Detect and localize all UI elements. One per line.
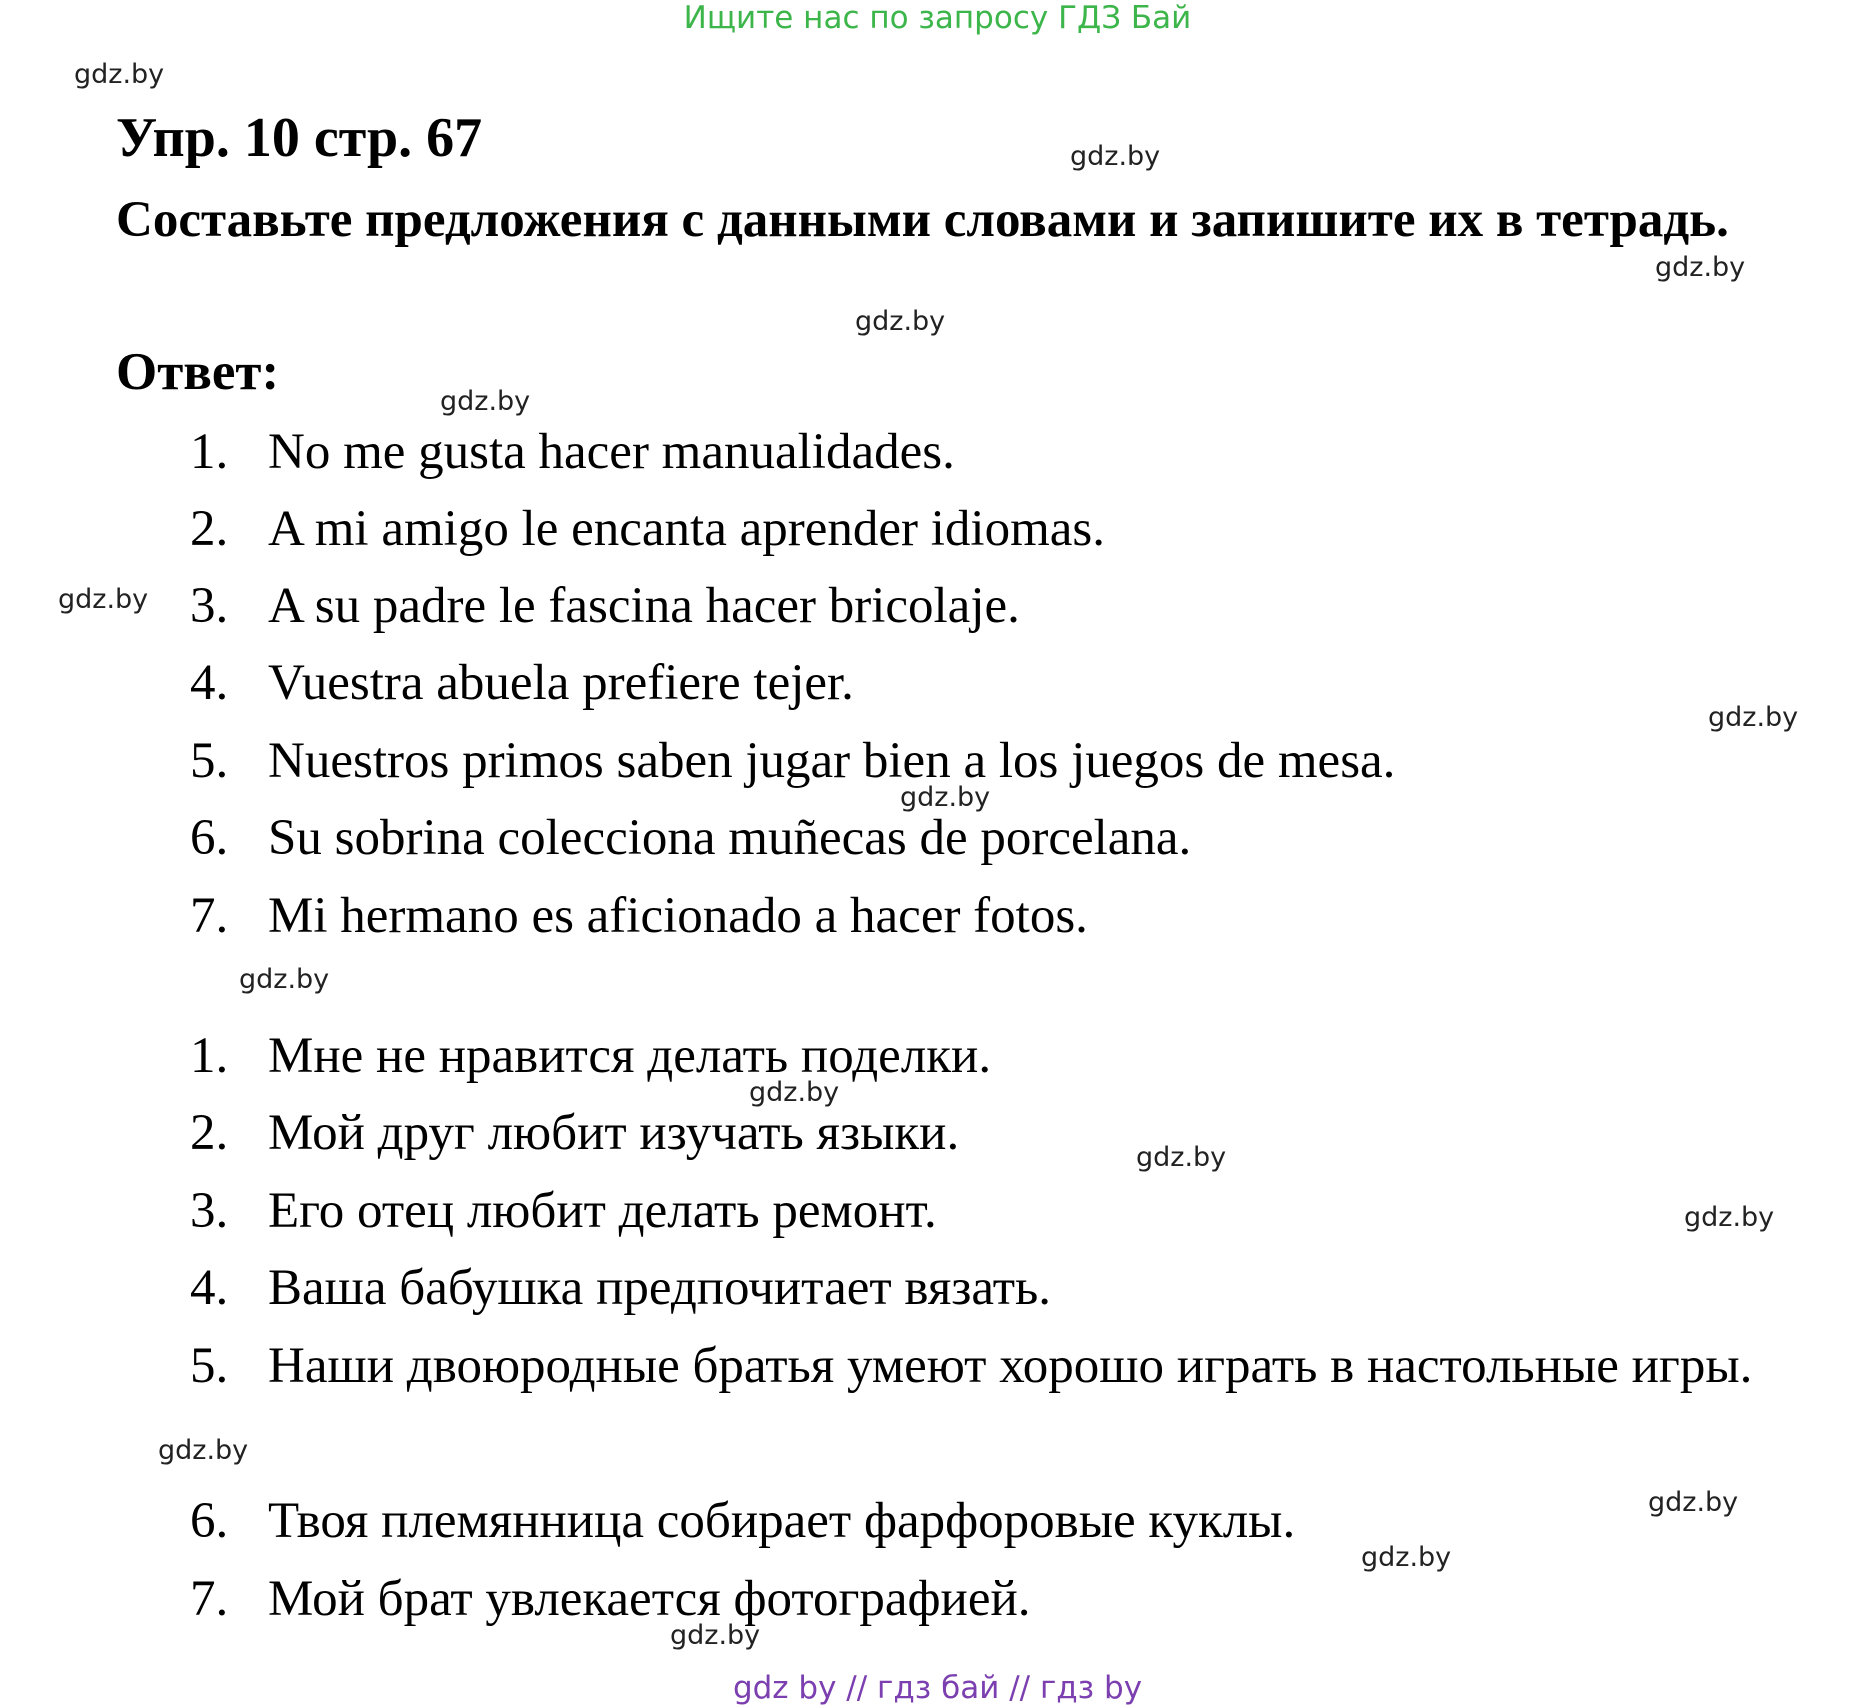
item-number: 3. [190,578,229,634]
item-text: Ваша бабушка предпочитает вязать. [268,1260,1052,1316]
item-number: 6. [190,1493,229,1549]
item-text: Твоя племянница собирает фарфоровые куклы. [268,1493,1296,1549]
watermark: gdz.by [1361,1542,1452,1573]
watermark: gdz.by [670,1620,761,1651]
watermark: gdz.by [1684,1202,1775,1233]
item-text: Su sobrina colecciona muñecas de porcelana. [268,810,1192,866]
item-number: 6. [190,810,229,866]
item-number: 5. [190,733,229,789]
list-item [190,1483,1782,1560]
answer-label: Ответ: [116,343,280,401]
item-number: 3. [190,1183,229,1239]
task-text: Составьте предложения с данными словами и запишите их в тетрадь. [116,192,1729,248]
list-item [190,414,1782,491]
watermark: gdz.by [440,386,531,417]
watermark: gdz.by [158,1435,249,1466]
item-text: A mi amigo le encanta aprender idiomas. [268,501,1105,557]
list-item [190,568,1782,645]
item-number: 5. [190,1338,229,1394]
watermark: gdz.by [1655,252,1746,283]
item-text: Наши двоюродные братья умеют хорошо играть в настольные игры. [268,1338,1753,1394]
watermark: gdz.by [1708,702,1799,733]
top-banner: Ищите нас по запросу ГДЗ Бай [683,0,1192,36]
list-item [190,1095,1782,1172]
list-item [190,491,1782,568]
list-item [190,1173,1782,1250]
item-text: A su padre le fascina hacer bricolaje. [268,578,1020,634]
item-number: 1. [190,424,229,480]
list-item [190,878,1782,955]
list-item [190,1018,1782,1095]
watermark: gdz.by [74,59,165,90]
item-text: Мой брат увлекается фотографией. [268,1571,1031,1627]
item-number: 4. [190,1260,229,1316]
item-number: 2. [190,1105,229,1161]
list-item [190,645,1782,722]
watermark: gdz.by [855,306,946,337]
exercise-title: Упр. 10 стр. 67 [116,107,483,169]
list-item [190,1561,1782,1638]
item-number: 7. [190,888,229,944]
watermark: gdz.by [1136,1142,1227,1173]
item-number: 1. [190,1028,229,1084]
watermark: gdz.by [1648,1487,1739,1518]
item-text: Nuestros primos saben jugar bien a los juegos de mesa. [268,733,1396,789]
item-number: 7. [190,1571,229,1627]
watermark: gdz.by [1070,141,1161,172]
item-text: Vuestra abuela prefiere tejer. [268,655,854,711]
watermark: gdz.by [900,782,991,813]
item-text: Мой друг любит изучать языки. [268,1105,960,1161]
item-number: 4. [190,655,229,711]
list-item [190,1250,1782,1327]
item-text: No me gusta hacer manualidades. [268,424,955,480]
item-text: Mi hermano es aficionado a hacer fotos. [268,888,1088,944]
item-number: 2. [190,501,229,557]
item-text: Его отец любит делать ремонт. [268,1183,937,1239]
item-text: Мне не нравится делать поделки. [268,1028,992,1084]
watermark: gdz.by [58,584,149,615]
watermark: gdz.by [749,1077,840,1108]
watermark: gdz.by [239,964,330,995]
list-item [190,1328,1782,1405]
bottom-banner: gdz by // гдз бай // гдз by [732,1670,1143,1706]
